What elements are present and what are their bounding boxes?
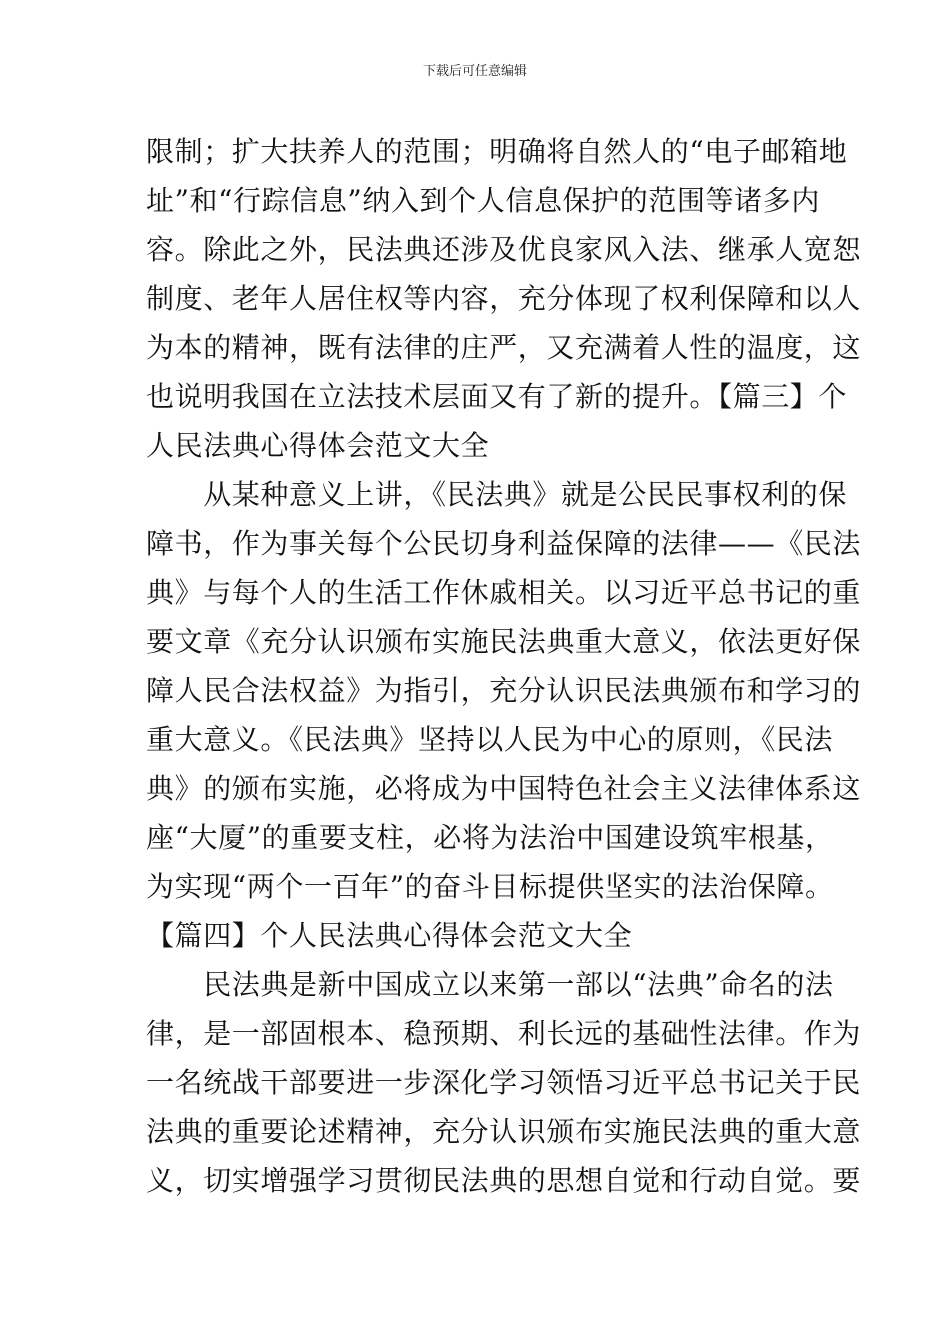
text-line: 法典的重要论述精神，充分认识颁布实施民法典的重大意: [146, 1115, 862, 1148]
text-line: 【篇四】个人民法典心得体会范文大全: [146, 919, 633, 952]
text-line: 址”和“行踪信息”纳入到个人信息保护的范围等诸多内: [146, 184, 820, 217]
text-line: 律，是一部固根本、稳预期、利长远的基础性法律。作为: [146, 1017, 862, 1050]
text-line: 典》的颁布实施，必将成为中国特色社会主义法律体系这: [146, 772, 862, 805]
text-line: 障人民合法权益》为指引，充分认识民法典颁布和学习的: [146, 674, 862, 707]
document-body: [146, 127, 862, 1205]
text-line: 从某种意义上讲，《民法典》就是公民民事权利的保: [146, 478, 848, 511]
text-line: 为本的精神，既有法律的庄严，又充满着人性的温度，这: [146, 331, 862, 364]
text-line: 一名统战干部要进一步深化学习领悟习近平总书记关于民: [146, 1066, 862, 1099]
text-line: 人民法典心得体会范文大全: [146, 429, 490, 462]
text-line: 典》与每个人的生活工作休戚相关。以习近平总书记的重: [146, 576, 862, 609]
text-line: 制度、老年人居住权等内容，充分体现了权利保障和以人: [146, 282, 862, 315]
text-line: 重大意义。《民法典》坚持以人民为中心的原则，《民法: [146, 723, 834, 756]
text-line: 座“大厦”的重要支柱，必将为法治中国建设筑牢根基，: [146, 821, 834, 854]
text-line: 容。除此之外，民法典还涉及优良家风入法、继承人宽恕: [146, 233, 862, 266]
text-line: 也说明我国在立法技术层面又有了新的提升。【篇三】个: [146, 380, 848, 413]
page-header-note: 下载后可任意编辑: [422, 64, 527, 79]
text-line: 要文章《充分认识颁布实施民法典重大意义，依法更好保: [146, 625, 862, 658]
text-line: 义，切实增强学习贯彻民法典的思想自觉和行动自觉。要: [146, 1164, 862, 1197]
text-line: 障书，作为事关每个公民切身利益保障的法律——《民法: [146, 527, 862, 560]
text-line: 限制；扩大扶养人的范围；明确将自然人的“电子邮箱地: [146, 135, 848, 168]
text-line: 民法典是新中国成立以来第一部以“法典”命名的法: [146, 968, 834, 1001]
text-line: 为实现“两个一百年”的奋斗目标提供坚实的法治保障。: [146, 870, 834, 903]
